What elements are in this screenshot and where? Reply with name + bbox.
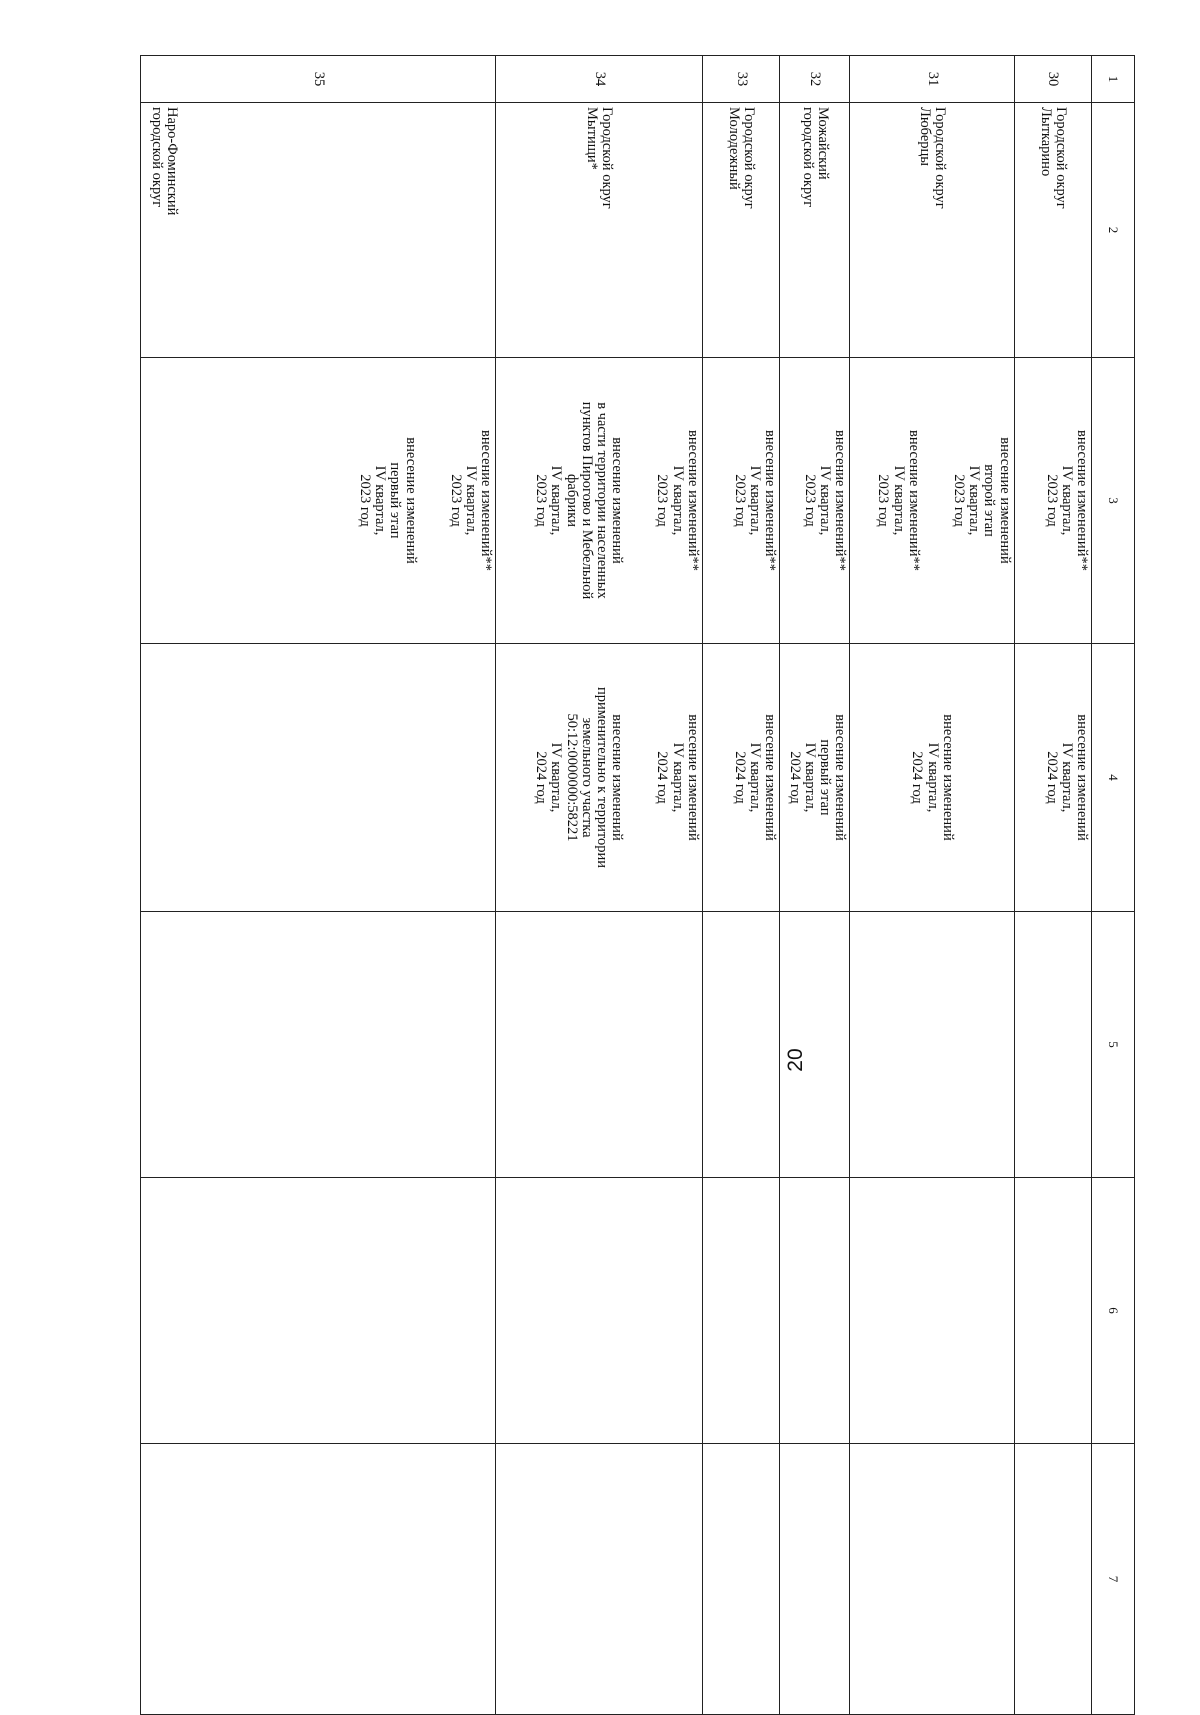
col3-entry bbox=[780, 358, 850, 644]
col3-entry bbox=[850, 358, 1014, 644]
page-number: 20 bbox=[784, 1048, 807, 1072]
rotated-page bbox=[140, 55, 1135, 1651]
table-header-row bbox=[1092, 56, 1135, 1715]
col4-cell bbox=[141, 644, 496, 912]
row-number: 32 bbox=[780, 56, 850, 103]
entry-line: 2024 год bbox=[786, 751, 803, 804]
entry-line: применительно к территории bbox=[594, 686, 611, 869]
municipality-name bbox=[780, 103, 850, 358]
municipality-name bbox=[702, 103, 779, 358]
entry-line: IV квартал, bbox=[669, 465, 686, 536]
entry-line: внесение изменений bbox=[939, 714, 956, 841]
row-number: 33 bbox=[702, 56, 779, 103]
name-line: Городской округ bbox=[741, 107, 758, 209]
table-row bbox=[780, 56, 850, 1715]
column-header-7: 7 bbox=[1092, 1444, 1135, 1715]
col5-cell bbox=[141, 912, 496, 1178]
col7-cell bbox=[780, 1444, 850, 1715]
col7-cell bbox=[141, 1444, 496, 1715]
col7-cell bbox=[496, 1444, 703, 1715]
entry-line: фабрики bbox=[563, 473, 580, 528]
col5-cell bbox=[496, 912, 703, 1178]
entry-line: IV квартал, bbox=[669, 742, 686, 813]
entry-line: внесение изменений bbox=[684, 714, 701, 841]
municipality-name bbox=[850, 103, 1014, 358]
entry-line: 2023 год bbox=[533, 474, 550, 527]
entry-line: внесение изменений bbox=[762, 714, 779, 841]
col3-entry bbox=[141, 358, 496, 644]
row-number: 31 bbox=[850, 56, 1014, 103]
municipality-name bbox=[141, 103, 496, 358]
name-line: Мытищи* bbox=[584, 107, 601, 170]
table-row bbox=[1014, 56, 1091, 1715]
col3-entry bbox=[1014, 358, 1091, 644]
col3-entry bbox=[496, 358, 703, 644]
entry-line: IV квартал, bbox=[747, 465, 764, 536]
schedule-table bbox=[140, 55, 1135, 1715]
col4-entry bbox=[496, 644, 703, 912]
column-header-2: 2 bbox=[1092, 103, 1135, 358]
entry-line: внесение изменений** bbox=[1074, 430, 1090, 571]
name-line: городской округ bbox=[799, 107, 816, 208]
col5-cell bbox=[850, 912, 1014, 1178]
col5-cell bbox=[702, 912, 779, 1178]
entry-line: IV квартал, bbox=[747, 742, 764, 813]
entry-line: второй этап bbox=[981, 464, 998, 537]
col6-cell bbox=[850, 1178, 1014, 1444]
entry-line: в части территории населенных bbox=[594, 402, 611, 599]
column-header-1: 1 bbox=[1092, 56, 1135, 103]
entry-line: IV квартал, bbox=[1058, 742, 1075, 813]
entry-line: внесение изменений bbox=[832, 714, 849, 841]
table-row bbox=[141, 56, 496, 1715]
col4-entry bbox=[780, 644, 850, 912]
entry-line: IV квартал, bbox=[890, 465, 907, 536]
column-header-3: 3 bbox=[1092, 358, 1135, 644]
entry-line: первый этап bbox=[387, 462, 404, 539]
name-line: Лыткарино bbox=[1037, 107, 1054, 177]
name-line: Люберцы bbox=[916, 107, 933, 167]
name-line: Можайский bbox=[815, 107, 832, 180]
col6-cell bbox=[141, 1178, 496, 1444]
row-number: 34 bbox=[496, 56, 703, 103]
name-line: Молодежный bbox=[726, 107, 743, 190]
col4-entry bbox=[1014, 644, 1091, 912]
entry-line: внесение изменений bbox=[1074, 714, 1090, 841]
municipality-name bbox=[1014, 103, 1091, 358]
entry-line: пунктов Пирогово и Мебельной bbox=[578, 401, 595, 600]
entry-line: IV квартал, bbox=[817, 465, 834, 536]
entry-line: внесение изменений** bbox=[905, 430, 922, 571]
name-line: Городской округ bbox=[1053, 107, 1070, 209]
name-line: Наро-Фоминский bbox=[164, 107, 181, 216]
entry-line: IV квартал, bbox=[1058, 465, 1075, 536]
entry-line: 2024 год bbox=[1043, 751, 1060, 804]
entry-line: 2024 год bbox=[909, 751, 926, 804]
col7-cell bbox=[702, 1444, 779, 1715]
entry-line: 2023 год bbox=[875, 474, 892, 527]
entry-line: IV квартал, bbox=[462, 465, 479, 536]
entry-line: первый этап bbox=[817, 739, 834, 816]
entry-line: 2023 год bbox=[801, 474, 818, 527]
col3-entry bbox=[702, 358, 779, 644]
row-number: 30 bbox=[1014, 56, 1091, 103]
entry-line: 2023 год bbox=[950, 474, 967, 527]
entry-line: IV квартал, bbox=[548, 742, 565, 813]
entry-line: IV квартал, bbox=[548, 465, 565, 536]
name-line: городской округ bbox=[149, 107, 166, 208]
entry-line: внесение изменений** bbox=[478, 430, 495, 571]
col5-cell bbox=[1014, 912, 1091, 1178]
entry-line: IV квартал, bbox=[801, 742, 818, 813]
entry-line: внесение изменений bbox=[402, 437, 419, 564]
col6-cell bbox=[496, 1178, 703, 1444]
entry-line: внесение изменений bbox=[609, 714, 626, 841]
col6-cell bbox=[1014, 1178, 1091, 1444]
entry-line: IV квартал, bbox=[966, 465, 983, 536]
entry-line: 2023 год bbox=[356, 474, 373, 527]
col6-cell bbox=[780, 1178, 850, 1444]
col7-cell bbox=[850, 1444, 1014, 1715]
entry-line: IV квартал, bbox=[372, 465, 389, 536]
entry-line: 2024 год bbox=[533, 751, 550, 804]
entry-line: 2023 год bbox=[654, 474, 671, 527]
entry-line: земельного участка bbox=[578, 717, 595, 838]
table-row bbox=[702, 56, 779, 1715]
row-number: 35 bbox=[141, 56, 496, 103]
col4-entry bbox=[850, 644, 1014, 912]
municipality-name bbox=[496, 103, 703, 358]
table-row bbox=[496, 56, 703, 1715]
entry-line: внесение изменений bbox=[609, 437, 626, 564]
col6-cell bbox=[702, 1178, 779, 1444]
entry-line: 2024 год bbox=[654, 751, 671, 804]
entry-line: внесение изменений** bbox=[832, 430, 849, 571]
name-line: Городской округ bbox=[599, 107, 616, 209]
column-header-4: 4 bbox=[1092, 644, 1135, 912]
col4-entry bbox=[702, 644, 779, 912]
column-header-5: 5 bbox=[1092, 912, 1135, 1178]
entry-line: 2023 год bbox=[447, 474, 464, 527]
col5-cell bbox=[780, 912, 850, 1178]
table-row bbox=[850, 56, 1014, 1715]
entry-line: внесение изменений** bbox=[762, 430, 779, 571]
col7-cell bbox=[1014, 1444, 1091, 1715]
column-header-6: 6 bbox=[1092, 1178, 1135, 1444]
entry-line: 2023 год bbox=[1043, 474, 1060, 527]
entry-line: 50:12:0000000:58221 bbox=[563, 713, 580, 842]
entry-line: IV квартал, bbox=[924, 742, 941, 813]
entry-line: 2024 год bbox=[731, 751, 748, 804]
entry-line: 2023 год bbox=[731, 474, 748, 527]
name-line: Городской округ bbox=[932, 107, 949, 209]
entry-line: внесение изменений bbox=[996, 437, 1013, 564]
entry-line: внесение изменений** bbox=[684, 430, 701, 571]
